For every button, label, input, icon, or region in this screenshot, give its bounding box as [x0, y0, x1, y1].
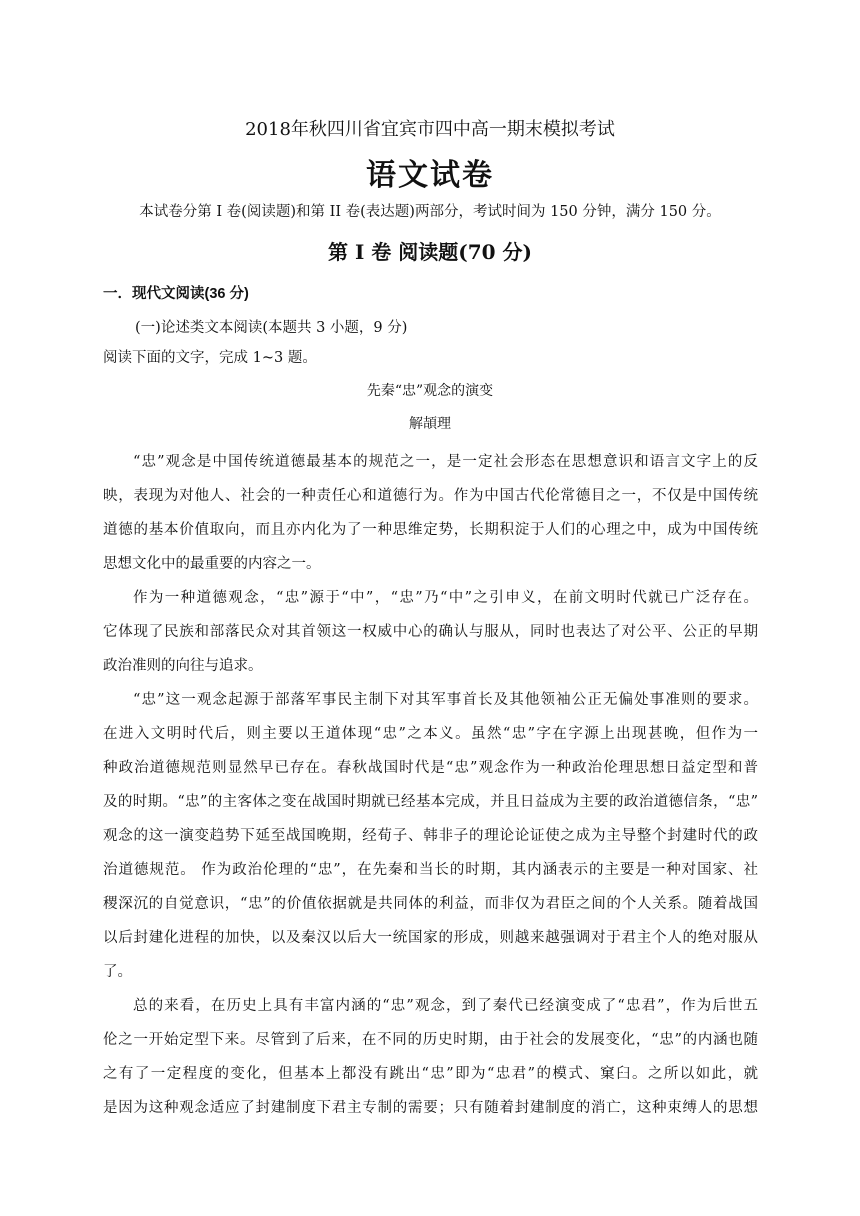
article-line: 种政治道德规范则显然早已存在。春秋战国时代是“忠”观念作为一种政治伦理思想日益定型和普	[103, 760, 758, 776]
subject-title: 语文试卷	[366, 158, 494, 193]
article-line: 伦之一开始定型下来。尽管到了后来，在不同的历史时期，由于社会的发展变化，“忠”的内涵也随	[103, 1032, 758, 1048]
article-line: 及的时期。“忠”的主客体之变在战国时期就已经基本完成，并且日益成为主要的政治道德信条，“忠”	[103, 794, 758, 810]
article-line: “忠”这一观念起源于部落军事民主制下对其军事首长及其他领袖公正无偏处事准则的要求。	[133, 692, 758, 708]
article-line: 之有了一定程度的变化，但基本上都没有跳出“忠”即为“忠君”的模式、窠臼。之所以如此，就	[103, 1066, 758, 1082]
exam-intro: 本试卷分第 I 卷(阅读题)和第 II 卷(表达题)两部分，考试时间为 150 分钟，满分 150 分。	[139, 204, 721, 220]
article-line: 总的来看，在历史上具有丰富内涵的“忠”观念，到了秦代已经演变成了“忠君”，作为后世五	[133, 998, 758, 1014]
article-line: 以后封建化进程的加快，以及秦汉以后大一统国家的形成，则越来越强调对于君主个人的绝对服从	[103, 930, 758, 946]
article-line: 它体现了民族和部落民众对其首领这一权威中心的确认与服从，同时也表达了对公平、公正的早期	[103, 624, 758, 640]
subsection-heading: (一)论述类文本阅读(本题共 3 小题，9 分)	[135, 320, 408, 336]
article-line: 治道德规范。 作为政治伦理的“忠”，在先秦和当长的时期，其内涵表示的主要是一种对国家、社	[103, 862, 758, 878]
article-line: 在进入文明时代后，则主要以王道体现“忠”之本义。虽然“忠”字在字源上出现甚晚，但作为一	[103, 726, 758, 742]
article-line: 观念的这一演变趋势下延至战国晚期，经荀子、韩非子的理论论证使之成为主导整个封建时代的政	[103, 828, 758, 844]
article-line: 是因为这种观念适应了封建制度下君主专制的需要；只有随着封建制度的消亡，这种束缚人的思想	[103, 1100, 758, 1116]
article-line: 政治准则的向往与追求。	[103, 658, 263, 674]
article-title: 先秦“忠”观念的演变	[366, 383, 494, 399]
article-line: 道德的基本价值取向，而且亦内化为了一种思维定势，长期积淀于人们的心理之中，成为中国传统	[103, 522, 758, 538]
article-line: 思想文化中的最重要的内容之一。	[103, 556, 321, 572]
reading-instruction: 阅读下面的文字，完成 1~3 题。	[103, 350, 317, 366]
article-line: 稷深沉的自觉意识，“忠”的价值依据就是共同体的利益，而非仅为君臣之间的个人关系。随着战国	[103, 896, 758, 912]
article-line: 作为一种道德观念，“忠”源于“中”，“忠”乃“中”之引申义，在前文明时代就已广泛存在。	[133, 590, 758, 606]
exam-title: 2018年秋四川省宜宾市四中高一期末模拟考试	[245, 119, 615, 140]
article-line: “忠”观念是中国传统道德最基本的规范之一，是一定社会形态在思想意识和语言文字上的反	[133, 454, 758, 470]
section-heading: 一．现代文阅读(36 分)	[103, 286, 249, 302]
article-line: 了。	[103, 964, 132, 980]
volume-title: 第 I 卷 阅读题(70 分)	[328, 240, 532, 264]
article-line: 映，表现为对他人、社会的一种责任心和道德行为。作为中国古代伦常德目之一，不仅是中国传统	[103, 488, 758, 504]
article-author: 解頡理	[409, 416, 451, 432]
